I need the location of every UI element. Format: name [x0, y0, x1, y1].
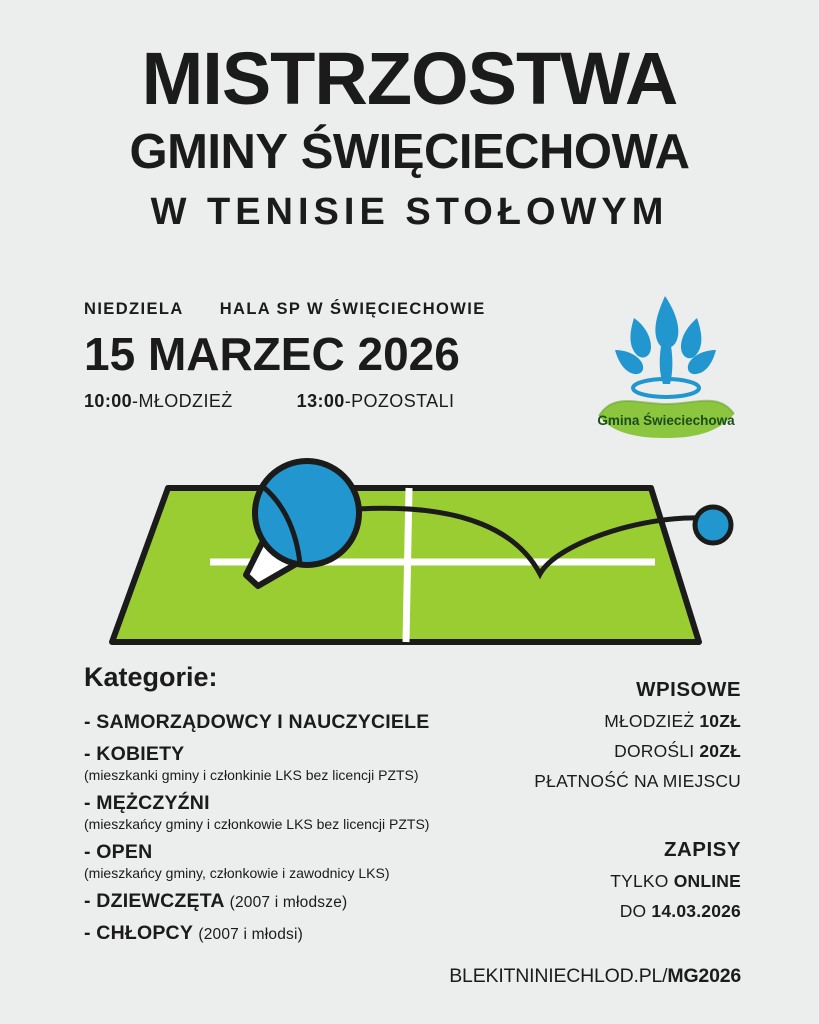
title-gmina: GMINY: [129, 125, 288, 180]
event-day-venue: [84, 300, 604, 319]
categories-heading: Kategorie:: [84, 662, 218, 692]
event-time-youth-label: -MŁODZIEŻ: [132, 391, 233, 411]
category-note: (mieszkanki gminy i członkinie LKS bez licencji PZTS): [84, 767, 419, 783]
category-suffix: (2007 i młodsze): [229, 894, 348, 911]
category-name: - SAMORZĄDOWCY I NAUCZYCIELE: [84, 711, 430, 733]
title-block: [0, 0, 819, 234]
category-suffix: (2007 i młodsi): [198, 926, 303, 943]
category-name: - KOBIETY: [84, 743, 185, 765]
signup-mode: [441, 871, 741, 892]
fees-and-signup: [441, 678, 741, 922]
fees-heading: WPISOWE: [636, 678, 741, 701]
event-time-youth-hour: 10:00: [84, 391, 133, 411]
gmina-logo-icon: [591, 288, 741, 444]
signup-mode-value: ONLINE: [673, 871, 741, 891]
title-swieciechowa: ŚWIĘCIECHOWA: [300, 125, 690, 180]
signup-deadline: [441, 901, 741, 922]
event-time-youth: [84, 391, 233, 412]
category-name-text: - DZIEWCZĘTA: [84, 890, 224, 912]
event-time-others-hour: 13:00: [296, 391, 345, 411]
category-item: [84, 922, 554, 945]
fee-payment-note: PŁATNOŚĆ NA MIEJSCU: [534, 771, 741, 791]
signup-mode-label: TYLKO: [610, 871, 674, 891]
fee-youth-label: MŁODZIEŻ: [604, 711, 700, 731]
gmina-logo-text: Gmina Świeciechowa: [597, 413, 735, 428]
title-discipline: W TENISIE STOŁOWYM: [150, 191, 669, 234]
event-info: [84, 300, 604, 412]
category-name: [84, 922, 554, 945]
illustration-svg: [0, 440, 819, 670]
category-note: (mieszkańcy gminy, członkowie i zawodnicy LKS): [84, 865, 390, 881]
category-name: - MĘŻCZYŹNI: [84, 792, 210, 814]
category-note: (mieszkańcy gminy i członkowie LKS bez licencji PZTS): [84, 816, 430, 832]
signup-url-domain: BLEKITNINIECHLOD.PL/: [449, 965, 668, 987]
event-venue: HALA SP W ŚWIĘCIECHOWIE: [219, 300, 486, 318]
title-subline: [0, 125, 819, 180]
signup-url-wrap: [321, 952, 741, 988]
event-day: NIEDZIELA: [84, 300, 184, 318]
fee-youth-value: 10ZŁ: [699, 711, 741, 731]
page-title: MISTRZOSTWA: [141, 37, 678, 120]
category-name-text: - CHŁOPCY: [84, 922, 193, 944]
fee-adults-label: DOROŚLI: [614, 741, 700, 761]
signup-url-path: MG2026: [667, 965, 741, 987]
signup-deadline-label: DO: [619, 901, 652, 921]
signup-heading: ZAPISY: [663, 838, 741, 861]
fee-adults-value: 20ZŁ: [699, 741, 741, 761]
ball-icon: [695, 507, 731, 543]
fee-youth: [441, 711, 741, 732]
signup-url[interactable]: [321, 965, 741, 988]
category-name: - OPEN: [84, 841, 153, 863]
fee-adults: [441, 741, 741, 762]
event-time-others: [297, 391, 455, 412]
spacer: [441, 792, 741, 838]
signup-deadline-value: 14.03.2026: [651, 901, 741, 921]
event-date: 15 MARZEC 2026: [84, 328, 460, 380]
event-times: [84, 391, 604, 412]
event-time-others-label: -POZOSTALI: [344, 391, 455, 411]
table-tennis-illustration: [0, 440, 819, 670]
gmina-logo: [591, 288, 741, 444]
